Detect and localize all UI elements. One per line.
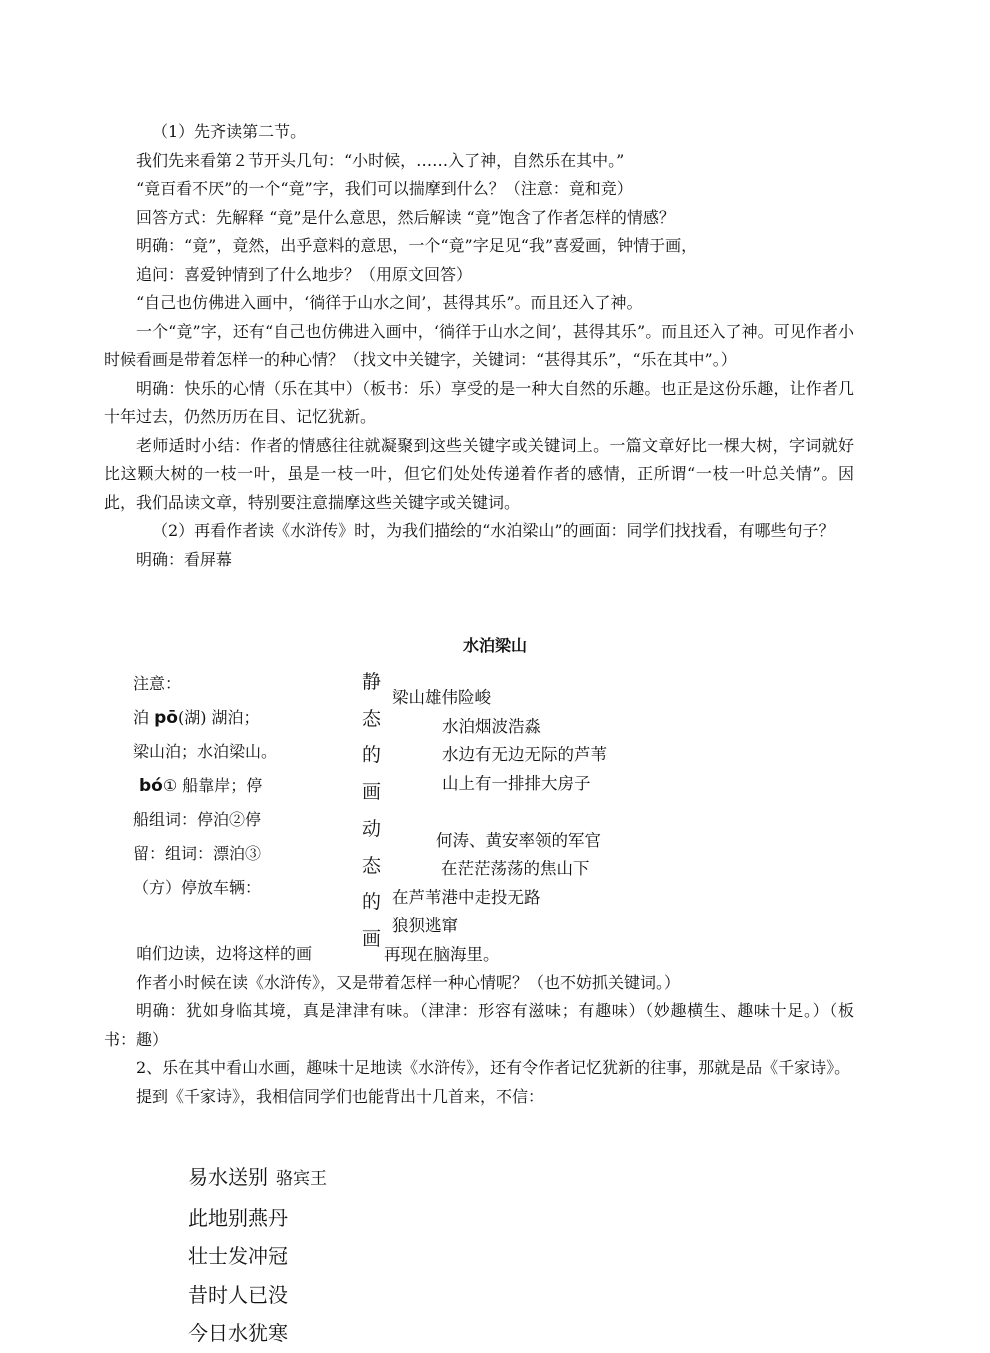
section-title: 水泊梁山 <box>462 636 527 655</box>
scene-line: 再现在脑海里。 <box>384 944 500 964</box>
scene-line: 山上有一排排大房子 <box>442 773 591 793</box>
pinyin-po: pō <box>154 708 178 728</box>
poem-line: 壮士发冲冠 <box>188 1244 288 1268</box>
paragraph: 追问：喜爱钟情到了什么地步？（用原文回答） <box>136 264 473 284</box>
poem-author: 骆宾王 <box>276 1169 327 1189</box>
paragraph: 作者小时候在读《水浒传》，又是带着怎样一种心情呢？（也不妨抓关键词。） <box>136 972 681 992</box>
vertical-char: 的 <box>362 891 382 914</box>
note-line: 留：组词：漂泊③ <box>133 844 262 863</box>
note-line: （方）停放车辆： <box>133 878 262 897</box>
paragraph: 老师适时小结：作者的情感往往就凝聚到这些关键字或关键词上。一篇文章好比一棵大树，字词就好比这颗大树的一枝一叶，虽是一枝一叶，但它们处处传递着作者的感情，正所谓“一枝一叶总关情”。因此，我们品读文章，特别要注意揣摩这些关键字或关键词。 <box>104 435 854 512</box>
paragraph: 2、乐在其中看山水画，趣味十足地读《水浒传》，还有令作者记忆犹新的往事，那就是品《千家诗》。 <box>136 1058 851 1077</box>
vertical-char: 画 <box>362 781 382 804</box>
note-heading: 注意： <box>133 674 182 693</box>
pronunciation-note <box>133 667 305 905</box>
poem-heading <box>188 1158 327 1199</box>
paragraph: 提到《千家诗》，我相信同学们也能背出十几首来，不信： <box>136 1086 545 1106</box>
scene-line: 在芦苇港中走投无路 <box>392 887 541 907</box>
pinyin-bo: bó <box>139 776 163 796</box>
paragraph: （2）再看作者读《水浒传》时，为我们描绘的“水泊梁山”的画面：同学们找找看，有哪些句子？ <box>152 521 835 540</box>
vertical-char: 动 <box>362 817 382 840</box>
paragraph: 一个“竟”字，还有“自己也仿佛进入画中，‘徜徉于山水之间’，甚得其乐”。而且还入了神。可见作者小时候看画是带着怎样一的种心情？（找文中关键字，关键词：“甚得其乐”，“乐在其中”。） <box>104 321 854 369</box>
vertical-char: 的 <box>362 744 382 767</box>
vertical-char: 态 <box>362 854 382 877</box>
paragraph: 明确：犹如身临其境，真是津津有味。（津津：形容有滋味；有趣味）（妙趣横生、趣味十足。）（板书：趣） <box>104 1001 854 1049</box>
vertical-char: 态 <box>362 707 382 730</box>
scene-line: 水泊烟波浩淼 <box>442 716 541 736</box>
poem-line: 此地别燕丹 <box>188 1205 288 1230</box>
lesson-text-part-1 <box>104 118 854 574</box>
paragraph: （1）先齐读第二节。 <box>152 122 307 141</box>
paragraph: 我们先来看第２节开头几句：“小时候，……入了神，自然乐在其中。” <box>136 150 625 170</box>
scene-list <box>384 684 658 969</box>
scene-line: 梁山雄伟险峻 <box>392 688 491 707</box>
paragraph: 明确：“竟”，竟然，出乎意料的意思，一个“竟”字足见“我”喜爱画，钟情于画， <box>136 236 698 255</box>
note-line: 船组词：停泊②停 <box>133 810 262 829</box>
paragraph: 回答方式：先解释 “竟”是什么意思，然后解读 “竟”饱含了作者怎样的情感？ <box>136 207 675 227</box>
paragraph: “竟百看不厌”的一个“竟”字，我们可以揣摩到什么？（注意：竟和竞） <box>136 179 633 198</box>
scene-line: 水边有无边无际的芦苇 <box>442 745 607 764</box>
poem-title: 易水送别 <box>188 1165 268 1189</box>
poem-line: 今日水犹寒 <box>188 1321 288 1345</box>
paragraph: 明确：看屏幕 <box>136 549 233 569</box>
vertical-char: 画 <box>362 927 382 950</box>
note-line: bó① 船靠岸；停 <box>139 776 263 796</box>
poem-line: 昔时人已没 <box>188 1282 288 1307</box>
poem <box>188 1158 327 1353</box>
vertical-label <box>362 664 384 958</box>
vertical-char: 静 <box>362 671 382 693</box>
scene-line: 在茫茫荡荡的焦山下 <box>441 859 590 878</box>
note-line: 泊 pō(湖) 湖泊； <box>133 708 260 728</box>
paragraph: 咱们边读，边将这样的画 <box>136 944 313 963</box>
lesson-text-part-2 <box>104 940 854 1111</box>
scene-line: 何涛、黄安率领的军官 <box>436 830 601 850</box>
scene-line: 狼狈逃窜 <box>392 916 458 935</box>
paragraph: “自己也仿佛进入画中，‘徜徉于山水之间’，甚得其乐”。而且还入了神。 <box>136 293 643 312</box>
paragraph: 明确：快乐的心情（乐在其中）（板书：乐）享受的是一种大自然的乐趣。也正是这份乐趣，让作者几十年过去，仍然历历在目、记忆犹新。 <box>104 378 854 426</box>
scene-line <box>398 798 658 827</box>
note-line: 梁山泊；水泊梁山。 <box>133 742 278 761</box>
